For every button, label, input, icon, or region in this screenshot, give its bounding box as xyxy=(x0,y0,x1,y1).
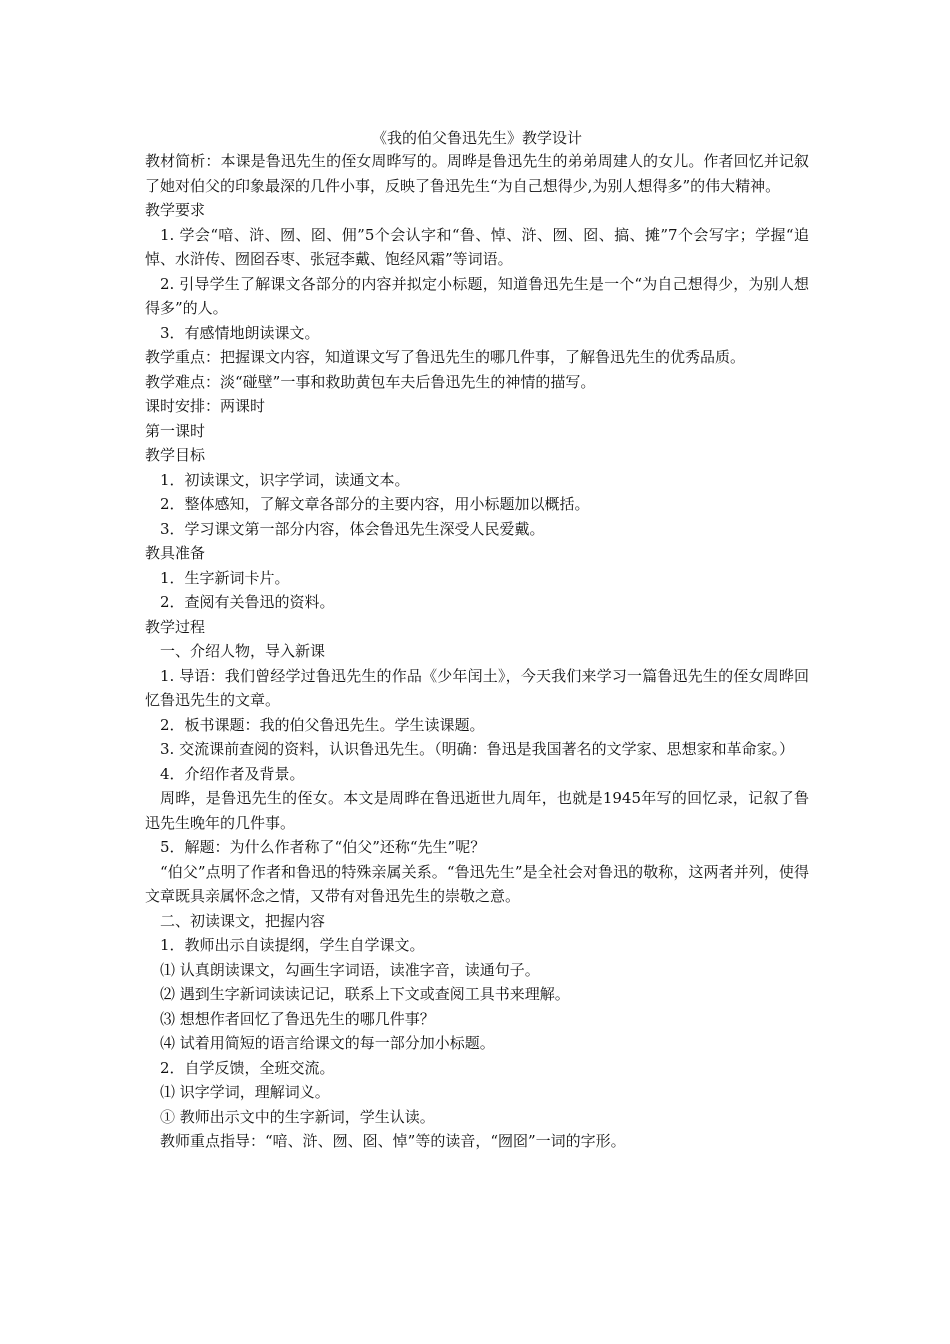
paragraph: 二、初读课文，把握内容 xyxy=(160,911,326,930)
paragraph: 1．初读课文，识字学词，读通文本。 xyxy=(160,470,410,489)
paragraph: 教学目标 xyxy=(145,446,206,464)
paragraph: 4．介绍作者及背景。 xyxy=(160,764,305,783)
paragraph: ① 教师出示文中的生字新词，学生认读。 xyxy=(160,1107,435,1126)
document-body xyxy=(145,149,809,1154)
paragraph: ⑴ 识字学词，理解词义。 xyxy=(160,1083,330,1101)
paragraph: ⑷ 试着用简短的语言给课文的每一部分加小标题。 xyxy=(160,1034,495,1052)
paragraph: 教学过程 xyxy=(145,617,206,636)
paragraph: ⑶ 想想作者回忆了鲁迅先生的哪几件事？ xyxy=(160,1009,435,1028)
paragraph: 2．板书课题：我的伯父鲁迅先生。学生读课题。 xyxy=(160,715,485,734)
paragraph: 2．自学反馈，全班交流。 xyxy=(160,1058,335,1077)
paragraph: 1. 导语：我们曾经学过鲁迅先生的作品《少年闰土》，今天我们来学习一篇鲁迅先生的侄女周晔回忆鲁迅先生的文章。 xyxy=(145,666,809,709)
paragraph: 3. 交流课前查阅的资料，认识鲁迅先生。（明确：鲁迅是我国著名的文学家、思想家和革命家。） xyxy=(160,740,795,758)
paragraph: 3．学习课文第一部分内容，体会鲁迅先生深受人民爱戴。 xyxy=(160,519,545,538)
paragraph: 5．解题：为什么作者称了“伯父”还称“先生”呢？ xyxy=(160,838,486,856)
paragraph: 课时安排：两课时 xyxy=(145,397,266,415)
paragraph: 第一课时 xyxy=(145,421,206,440)
paragraph: 2. 引导学生了解课文各部分的内容并拟定小标题，知道鲁迅先生是一个“为自己想得少，为别人想得多”的人。 xyxy=(145,274,809,317)
paragraph: 教具准备 xyxy=(145,544,206,562)
document-title: 《我的伯父鲁迅先生》教学设计 xyxy=(371,129,582,147)
document-page xyxy=(145,127,809,1154)
paragraph: 一、介绍人物，导入新课 xyxy=(160,642,326,660)
paragraph: 1．生字新词卡片。 xyxy=(160,568,290,587)
paragraph: 1．教师出示自读提纲，学生自学课文。 xyxy=(160,936,425,954)
paragraph: 2．整体感知，了解文章各部分的主要内容，用小标题加以概括。 xyxy=(160,495,590,513)
paragraph: 1. 学会“喑、浒、囫、囵、佣”5个会认字和“鲁、悼、浒、囫、囵、搞、摊”7个会写字；学握“追悼、水浒传、囫囵吞枣、张冠李戴、饱经风霜”等词语。 xyxy=(145,225,809,268)
paragraph: 教师重点指导：“喑、浒、囫、囵、悼”等的读音，“囫囵”一词的字形。 xyxy=(160,1132,626,1150)
paragraph: 周晔，是鲁迅先生的侄女。本文是周晔在鲁迅逝世九周年，也就是1945年写的回忆录，记叙了鲁迅先生晚年的几件事。 xyxy=(145,789,809,832)
paragraph: “伯父”点明了作者和鲁迅的特殊亲属关系。“鲁迅先生”是全社会对鲁迅的敬称，这两者并列，使得文章既具亲属怀念之情，又带有对鲁迅先生的崇敬之意。 xyxy=(145,862,809,905)
paragraph: 教材简析：本课是鲁迅先生的侄女周晔写的。周晔是鲁迅先生的弟弟周建人的女儿。作者回忆并记叙了她对伯父的印象最深的几件小事，反映了鲁迅先生“为自己想得少,为别人想得多”的伟大精神。 xyxy=(145,152,809,195)
paragraph: 3．有感情地朗读课文。 xyxy=(160,323,320,342)
paragraph: 教学难点：淡“碰壁”一事和救助黄包车夫后鲁迅先生的神情的描写。 xyxy=(145,372,596,391)
paragraph: 2．查阅有关鲁迅的资料。 xyxy=(160,593,335,611)
paragraph: 教学要求 xyxy=(145,201,206,219)
paragraph: ⑵ 遇到生字新词读读记记，联系上下文或查阅工具书来理解。 xyxy=(160,985,570,1003)
paragraph: 教学重点：把握课文内容，知道课文写了鲁迅先生的哪几件事，了解鲁迅先生的优秀品质。 xyxy=(145,348,746,366)
paragraph: ⑴ 认真朗读课文，勾画生字词语，读准字音，读通句子。 xyxy=(160,960,540,979)
